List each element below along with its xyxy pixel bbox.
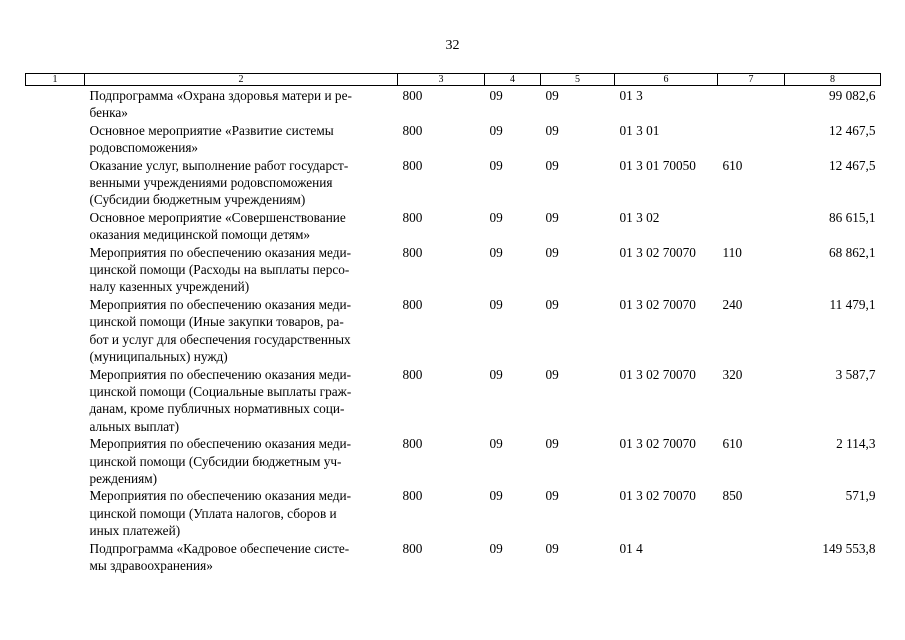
section-code: 09	[489, 540, 503, 556]
subsection-code: 09	[545, 122, 559, 138]
item-name: Основное мероприятие «Совершенствование оказания медицинской помощи детям»	[89, 209, 346, 243]
ministry-code: 800	[402, 157, 423, 173]
table-header-row	[26, 74, 881, 86]
subsection-code: 09	[545, 436, 559, 452]
expense-type: 240	[722, 296, 743, 312]
amount: 11 479,1	[829, 296, 876, 312]
section-code: 09	[489, 122, 503, 138]
subsection-code: 09	[545, 209, 559, 225]
col-header-7: 7	[718, 74, 785, 86]
table-row	[26, 540, 881, 575]
amount: 68 862,1	[828, 244, 876, 260]
target-article: 01 4	[619, 540, 643, 556]
amount: 3 587,7	[835, 366, 876, 382]
amount: 99 082,6	[828, 88, 876, 103]
expense-type	[718, 122, 785, 157]
item-name: Подпрограмма «Охрана здоровья матери и ре- бенка»	[89, 88, 352, 121]
row-number-cell	[26, 366, 85, 436]
row-number-cell	[26, 157, 85, 209]
table-body	[26, 86, 881, 575]
section-code: 09	[489, 296, 503, 312]
section-code: 09	[489, 488, 503, 504]
table-row	[26, 487, 881, 539]
row-number-cell	[26, 209, 85, 244]
ministry-code: 800	[402, 209, 423, 225]
ministry-code: 800	[402, 488, 423, 504]
table-row	[26, 244, 881, 296]
section-code: 09	[489, 366, 503, 382]
row-number-cell	[26, 122, 85, 157]
amount: 86 615,1	[828, 209, 876, 225]
amount: 12 467,5	[828, 122, 876, 138]
table-row	[26, 296, 881, 366]
target-article: 01 3 02	[619, 209, 660, 225]
subsection-code: 09	[545, 366, 559, 382]
expense-type	[718, 209, 785, 244]
ministry-code: 800	[402, 366, 423, 382]
col-header-6: 6	[615, 74, 718, 86]
section-code: 09	[489, 209, 503, 225]
row-number-cell	[26, 296, 85, 366]
table-row	[26, 209, 881, 244]
subsection-code: 09	[545, 296, 559, 312]
item-name: Подпрограмма «Кадровое обеспечение систе- мы здравоохранения»	[89, 540, 350, 573]
section-code: 09	[489, 244, 503, 260]
expense-type: 850	[722, 488, 743, 504]
item-name: Мероприятия по обеспечению оказания меди- цинской помощи (Иные закупки товаров, ра- бот и услуг для обеспечения государственных (муниципальных) нужд)	[89, 296, 352, 365]
row-number-cell	[26, 487, 85, 539]
col-header-3: 3	[398, 74, 485, 86]
item-name: Мероприятия по обеспечению оказания меди- цинской помощи (Субсидии бюджетным уч- реждениям)	[89, 436, 352, 486]
target-article: 01 3 02 70070	[619, 244, 696, 260]
item-name: Основное мероприятие «Развитие системы родовспоможения»	[89, 122, 334, 156]
subsection-code: 09	[545, 488, 559, 504]
amount: 12 467,5	[828, 157, 876, 173]
col-header-4: 4	[485, 74, 541, 86]
ministry-code: 800	[402, 436, 423, 452]
budget-table	[25, 73, 881, 574]
page-number: 32	[445, 38, 460, 53]
section-code: 09	[489, 436, 503, 452]
table-row	[26, 86, 881, 122]
table-row	[26, 435, 881, 487]
col-header-8: 8	[785, 74, 881, 86]
ministry-code: 800	[402, 540, 423, 556]
item-name: Оказание услуг, выполнение работ государст- венными учреждениями родовспоможения (Субсидии бюджетным учреждениям)	[89, 157, 349, 208]
row-number-cell	[26, 244, 85, 296]
target-article: 01 3	[619, 88, 643, 103]
expense-type	[718, 86, 785, 122]
expense-type	[718, 540, 785, 575]
amount: 149 553,8	[822, 540, 876, 556]
expense-type: 320	[722, 366, 743, 382]
table-row	[26, 122, 881, 157]
ministry-code: 800	[402, 244, 423, 260]
row-number-cell	[26, 540, 85, 575]
target-article: 01 3 01 70050	[619, 157, 696, 173]
col-header-2: 2	[85, 74, 398, 86]
ministry-code: 800	[402, 88, 423, 103]
subsection-code: 09	[545, 244, 559, 260]
amount: 571,9	[845, 488, 876, 504]
target-article: 01 3 02 70070	[619, 366, 696, 382]
row-number-cell	[26, 435, 85, 487]
col-header-1: 1	[26, 74, 85, 86]
section-code: 09	[489, 88, 503, 103]
subsection-code: 09	[545, 157, 559, 173]
expense-type: 610	[722, 436, 743, 452]
item-name: Мероприятия по обеспечению оказания меди- цинской помощи (Социальные выплаты граж- данам, кроме публичных нормативных соци- альных выплат)	[89, 366, 352, 434]
expense-type: 110	[722, 244, 742, 260]
target-article: 01 3 02 70070	[619, 436, 696, 452]
target-article: 01 3 02 70070	[619, 296, 696, 312]
subsection-code: 09	[545, 88, 559, 103]
section-code: 09	[489, 157, 503, 173]
col-header-5: 5	[541, 74, 615, 86]
amount: 2 114,3	[836, 436, 876, 452]
table-row	[26, 157, 881, 209]
item-name: Мероприятия по обеспечению оказания меди- цинской помощи (Расходы на выплаты персо- налу казенных учреждений)	[89, 244, 352, 295]
target-article: 01 3 02 70070	[619, 488, 696, 504]
subsection-code: 09	[545, 540, 559, 556]
table-row	[26, 366, 881, 436]
item-name: Мероприятия по обеспечению оказания меди- цинской помощи (Уплата налогов, сборов и иных платежей)	[89, 488, 352, 539]
ministry-code: 800	[402, 296, 423, 312]
target-article: 01 3 01	[619, 122, 660, 138]
row-number-cell	[26, 86, 85, 122]
ministry-code: 800	[402, 122, 423, 138]
expense-type: 610	[722, 157, 743, 173]
